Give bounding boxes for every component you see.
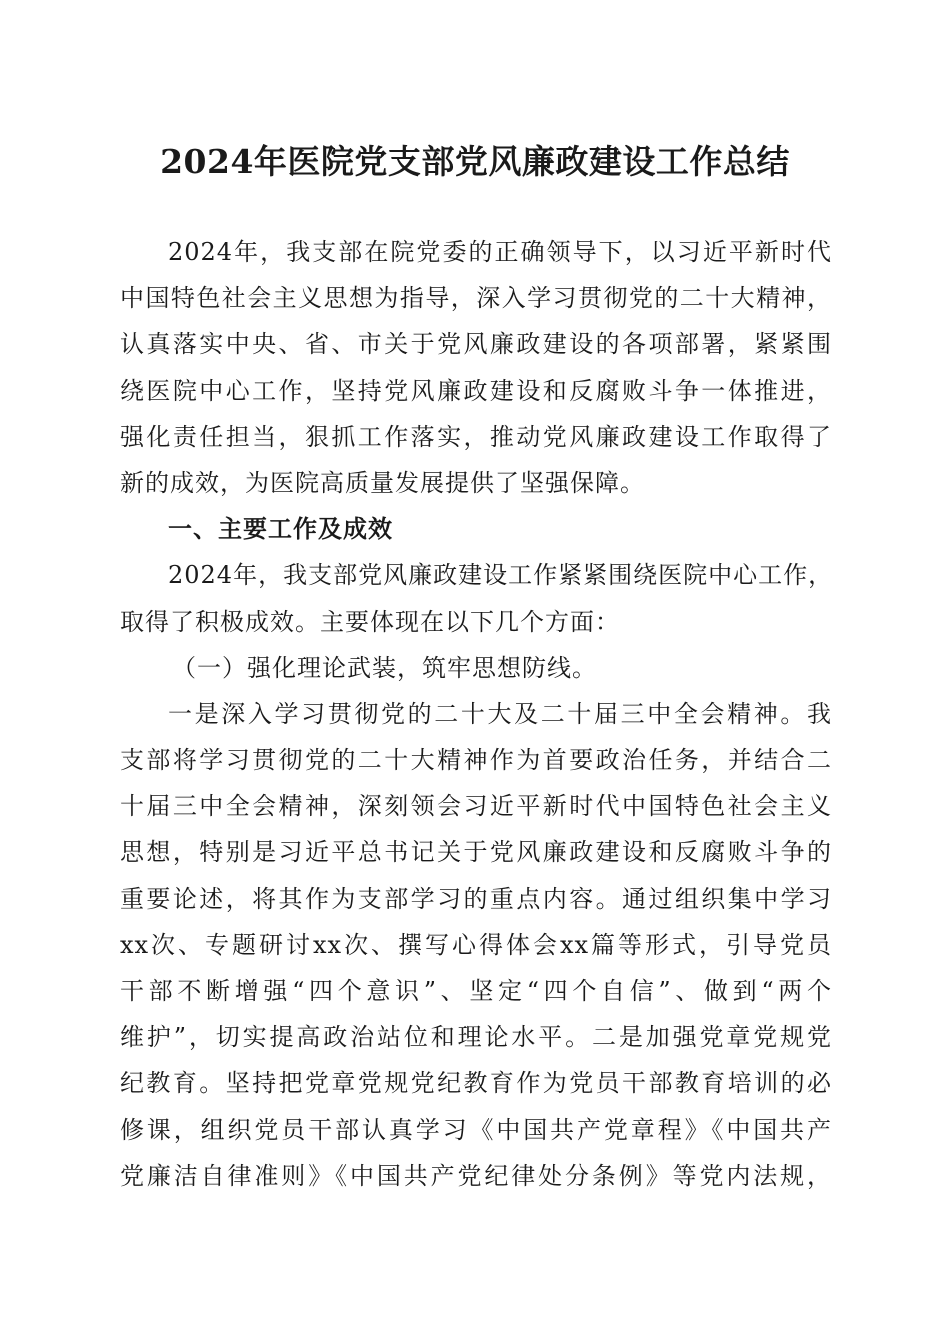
paragraph-2-line: 取得了积极成效。主要体现在以下几个方面： (120, 607, 620, 636)
paragraph-3-line: xx次、专题研讨xx次、撰写心得体会xx篇等形式，引导党员 (120, 930, 832, 959)
paragraph-3-line: 重要论述，将其作为支部学习的重点内容。通过组织集中学习 (120, 884, 832, 913)
paragraph-3-line: 修课，组织党员干部认真学习《中国共产党章程》《中国共产 (120, 1115, 832, 1144)
document-body (120, 229, 832, 1199)
paragraph-2-line: 2024年，我支部党风廉政建设工作紧紧围绕医院中心工作， (168, 561, 834, 590)
paragraph-3-line: 纪教育。坚持把党章党规党纪教育作为党员干部教育培训的必 (120, 1069, 832, 1098)
paragraph-3-line: 一是深入学习贯彻党的二十大及二十届三中全会精神。我 (168, 699, 832, 728)
paragraph-1-line: 中国特色社会主义思想为指导，深入学习贯彻党的二十大精神， (120, 284, 832, 313)
paragraph-1-line: 认真落实中央、省、市关于党风廉政建设的各项部署，紧紧围 (120, 330, 832, 359)
paragraph-3-line: 十届三中全会精神，深刻领会习近平新时代中国特色社会主义 (120, 792, 832, 821)
paragraph-3-line: 党廉洁自律准则》《中国共产党纪律处分条例》等党内法规， (120, 1161, 832, 1190)
paragraph-3-line: 思想，特别是习近平总书记关于党风廉政建设和反腐败斗争的 (120, 838, 832, 867)
paragraph-1-line: 绕医院中心工作，坚持党风廉政建设和反腐败斗争一体推进， (120, 376, 832, 405)
paragraph-1-line: 新的成效，为医院高质量发展提供了坚强保障。 (120, 468, 645, 497)
document-title: 2024年医院党支部党风廉政建设工作总结 (160, 142, 790, 181)
subsection-1-heading: （一）强化理论武装，筑牢思想防线。 (172, 653, 597, 682)
section-1-heading: 一、主要工作及成效 (168, 514, 393, 544)
paragraph-1-line: 强化责任担当，狠抓工作落实，推动党风廉政建设工作取得了 (120, 422, 832, 451)
paragraph-3-line: 维护”，切实提高政治站位和理论水平。二是加强党章党规党 (120, 1023, 832, 1052)
paragraph-3-line: 干部不断增强“四个意识”、坚定“四个自信”、做到“两个 (120, 977, 832, 1005)
paragraph-3-line: 支部将学习贯彻党的二十大精神作为首要政治任务，并结合二 (120, 746, 832, 775)
paragraph-1-line: 2024年，我支部在院党委的正确领导下，以习近平新时代 (168, 238, 832, 266)
